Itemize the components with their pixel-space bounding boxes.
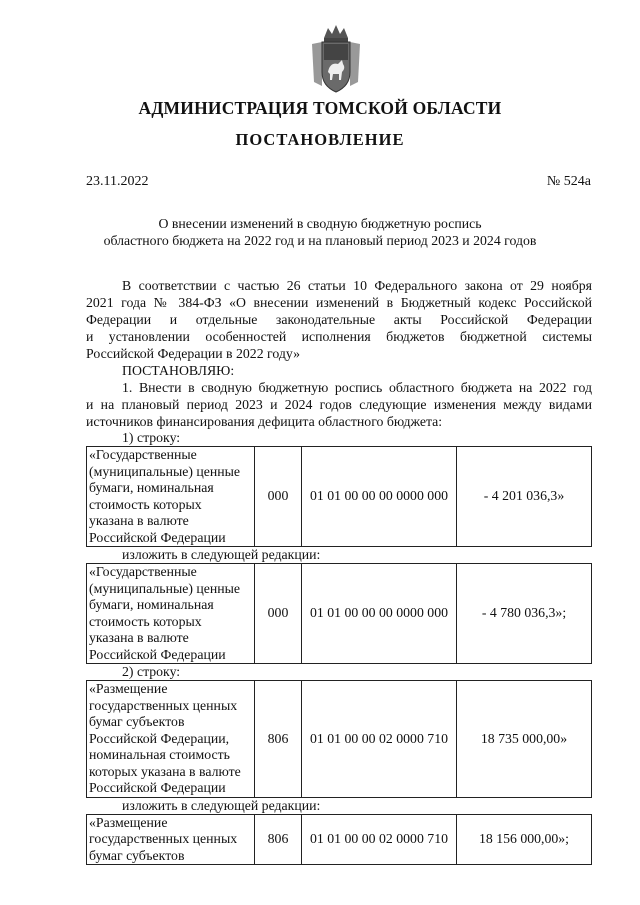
item-1-line: источников финансирования дефицита областного бюджета: (86, 414, 443, 429)
document-subject (60, 215, 580, 249)
budget-table-1 (86, 446, 592, 547)
organization-title: АДМИНИСТРАЦИЯ ТОМСКОЙ ОБЛАСТИ (138, 98, 502, 118)
kbk-cell: 01 01 00 00 00 0000 000 (302, 447, 457, 547)
table-row (87, 564, 592, 664)
item-1-line: и на плановый период 2023 и 2024 годов следующие изменения между видами (86, 397, 592, 412)
source-name-cell: «Государственные (муниципальные) ценные бумаги, номинальная стоимость которых указана в валюте Российской Федерации (87, 564, 255, 664)
kbk-cell: 01 01 00 00 00 0000 000 (302, 564, 457, 664)
preamble-line: Федерации и отдельные законодательные акты Российской Федерации (86, 312, 592, 327)
source-name-cell: «Размещение государственных ценных бумаг субъектов Российской Федерации, номинальная стоимость которых указана в валюте Российской Федерации (87, 681, 255, 798)
subject-line: областного бюджета на 2022 год и на плановый период 2023 и 2024 годов (103, 233, 537, 248)
preamble-line: 2021 года № 384-ФЗ «О внесении изменений в Бюджетный кодекс Российской (86, 295, 592, 310)
amount-cell: 18 735 000,00» (457, 681, 592, 798)
edit-label: изложить в следующей редакции: (122, 797, 321, 813)
admin-code-cell: 000 (255, 564, 302, 664)
preamble-line: Российской Федерации в 2022 году» (86, 346, 301, 361)
document-body (86, 277, 592, 865)
edit-label: изложить в следующей редакции: (122, 547, 321, 562)
row-label-2: 2) строку: (122, 664, 181, 679)
budget-table-2 (86, 563, 592, 664)
preamble-line: и установлении особенностей исполнения бюджетов бюджетной системы (86, 329, 592, 344)
admin-code-cell: 806 (255, 681, 302, 798)
budget-table-4 (86, 814, 592, 866)
subject-line: О внесении изменений в сводную бюджетную роспись (158, 216, 482, 231)
decree-word: ПОСТАНОВЛЯЮ: (122, 363, 235, 378)
amount-cell: - 4 780 036,3»; (457, 564, 592, 664)
amount-cell: - 4 201 036,3» (457, 447, 592, 547)
admin-code-cell: 806 (255, 814, 302, 865)
kbk-cell: 01 01 00 00 02 0000 710 (302, 814, 457, 865)
document-type: ПОСТАНОВЛЕНИЕ (235, 130, 405, 149)
admin-code-cell: 000 (255, 447, 302, 547)
source-name-cell: «Размещение государственных ценных бумаг субъектов (87, 814, 255, 865)
document-number: № 524а (546, 174, 591, 189)
tomsk-coat-of-arms-icon (308, 22, 364, 98)
table-row (87, 681, 592, 798)
budget-table-3 (86, 680, 592, 798)
amount-cell: 18 156 000,00»; (457, 814, 592, 865)
table-row (87, 447, 592, 547)
table-row (87, 814, 592, 865)
item-1-line: 1. Внести в сводную бюджетную роспись областного бюджета на 2022 год (122, 380, 592, 395)
kbk-cell: 01 01 00 00 02 0000 710 (302, 681, 457, 798)
document-date: 23.11.2022 (86, 174, 149, 189)
row-label-1: 1) строку: (122, 430, 181, 445)
preamble-line: В соответствии с частью 26 статьи 10 Федерального закона от 29 ноября (122, 278, 592, 293)
source-name-cell: «Государственные (муниципальные) ценные бумаги, номинальная стоимость которых указана в валюте Российской Федерации (87, 447, 255, 547)
